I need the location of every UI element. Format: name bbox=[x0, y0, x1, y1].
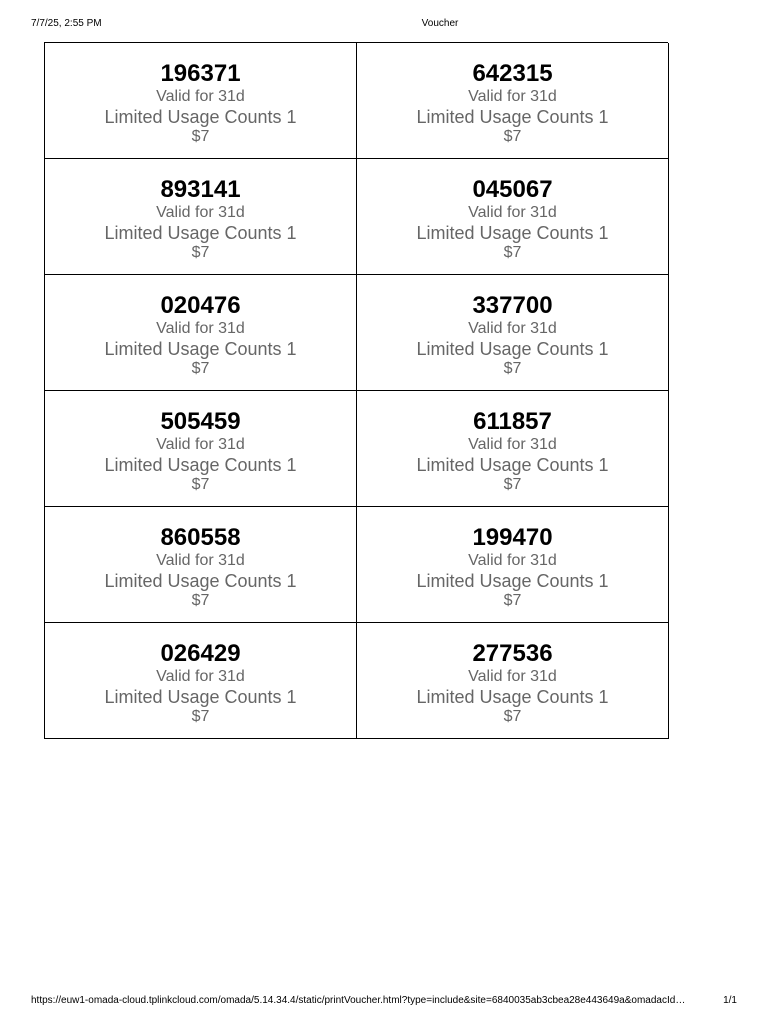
voucher-price: $7 bbox=[191, 244, 210, 261]
voucher-validity: Valid for 31d bbox=[156, 436, 245, 453]
voucher-code: 045067 bbox=[472, 176, 553, 203]
voucher-usage-limit: Limited Usage Counts 1 bbox=[104, 571, 297, 591]
voucher-code: 196371 bbox=[160, 60, 241, 87]
voucher-usage-limit: Limited Usage Counts 1 bbox=[104, 455, 297, 475]
voucher-validity: Valid for 31d bbox=[468, 668, 557, 685]
voucher-validity: Valid for 31d bbox=[156, 668, 245, 685]
voucher-price: $7 bbox=[191, 476, 210, 493]
voucher-card bbox=[45, 623, 357, 739]
voucher-code: 337700 bbox=[472, 292, 553, 319]
print-footer bbox=[0, 994, 768, 1008]
voucher-usage-limit: Limited Usage Counts 1 bbox=[104, 339, 297, 359]
voucher-usage-limit: Limited Usage Counts 1 bbox=[104, 223, 297, 243]
print-header bbox=[0, 17, 768, 31]
voucher-code: 642315 bbox=[472, 60, 553, 87]
voucher-card bbox=[357, 43, 669, 159]
voucher-code: 199470 bbox=[472, 524, 553, 551]
voucher-card bbox=[45, 391, 357, 507]
voucher-usage-limit: Limited Usage Counts 1 bbox=[416, 687, 609, 707]
voucher-usage-limit: Limited Usage Counts 1 bbox=[104, 107, 297, 127]
voucher-card bbox=[357, 623, 669, 739]
print-date: 7/7/25, 2:55 PM bbox=[31, 18, 102, 29]
page-number: 1/1 bbox=[723, 995, 737, 1006]
voucher-price: $7 bbox=[503, 708, 522, 725]
voucher-price: $7 bbox=[191, 360, 210, 377]
voucher-validity: Valid for 31d bbox=[468, 552, 557, 569]
voucher-validity: Valid for 31d bbox=[468, 88, 557, 105]
voucher-price: $7 bbox=[191, 708, 210, 725]
voucher-price: $7 bbox=[503, 128, 522, 145]
voucher-usage-limit: Limited Usage Counts 1 bbox=[416, 455, 609, 475]
voucher-usage-limit: Limited Usage Counts 1 bbox=[416, 571, 609, 591]
voucher-usage-limit: Limited Usage Counts 1 bbox=[104, 687, 297, 707]
voucher-code: 020476 bbox=[160, 292, 241, 319]
voucher-validity: Valid for 31d bbox=[156, 88, 245, 105]
voucher-validity: Valid for 31d bbox=[468, 204, 557, 221]
voucher-price: $7 bbox=[503, 476, 522, 493]
voucher-grid bbox=[44, 42, 668, 739]
document-title: Voucher bbox=[421, 18, 459, 29]
voucher-card bbox=[357, 275, 669, 391]
voucher-card bbox=[357, 507, 669, 623]
voucher-price: $7 bbox=[503, 360, 522, 377]
voucher-card bbox=[45, 43, 357, 159]
voucher-code: 505459 bbox=[160, 408, 241, 435]
voucher-usage-limit: Limited Usage Counts 1 bbox=[416, 107, 609, 127]
voucher-card bbox=[45, 275, 357, 391]
voucher-price: $7 bbox=[191, 592, 210, 609]
voucher-price: $7 bbox=[503, 592, 522, 609]
voucher-usage-limit: Limited Usage Counts 1 bbox=[416, 339, 609, 359]
voucher-card bbox=[357, 159, 669, 275]
voucher-validity: Valid for 31d bbox=[156, 204, 245, 221]
voucher-code: 611857 bbox=[473, 408, 552, 435]
voucher-validity: Valid for 31d bbox=[468, 436, 557, 453]
voucher-usage-limit: Limited Usage Counts 1 bbox=[416, 223, 609, 243]
voucher-validity: Valid for 31d bbox=[156, 320, 245, 337]
voucher-price: $7 bbox=[503, 244, 522, 261]
voucher-code: 893141 bbox=[160, 176, 241, 203]
voucher-code: 026429 bbox=[160, 640, 241, 667]
voucher-card bbox=[45, 159, 357, 275]
voucher-validity: Valid for 31d bbox=[468, 320, 557, 337]
voucher-code: 860558 bbox=[160, 524, 241, 551]
voucher-price: $7 bbox=[191, 128, 210, 145]
voucher-validity: Valid for 31d bbox=[156, 552, 245, 569]
voucher-code: 277536 bbox=[472, 640, 553, 667]
voucher-card bbox=[45, 507, 357, 623]
voucher-card bbox=[357, 391, 669, 507]
page-url: https://euw1-omada-cloud.tplinkcloud.com/omada/5.14.34.4/static/printVoucher.html?type=include&site=6840035ab3cbea28e443649a&omadacId… bbox=[31, 995, 686, 1006]
